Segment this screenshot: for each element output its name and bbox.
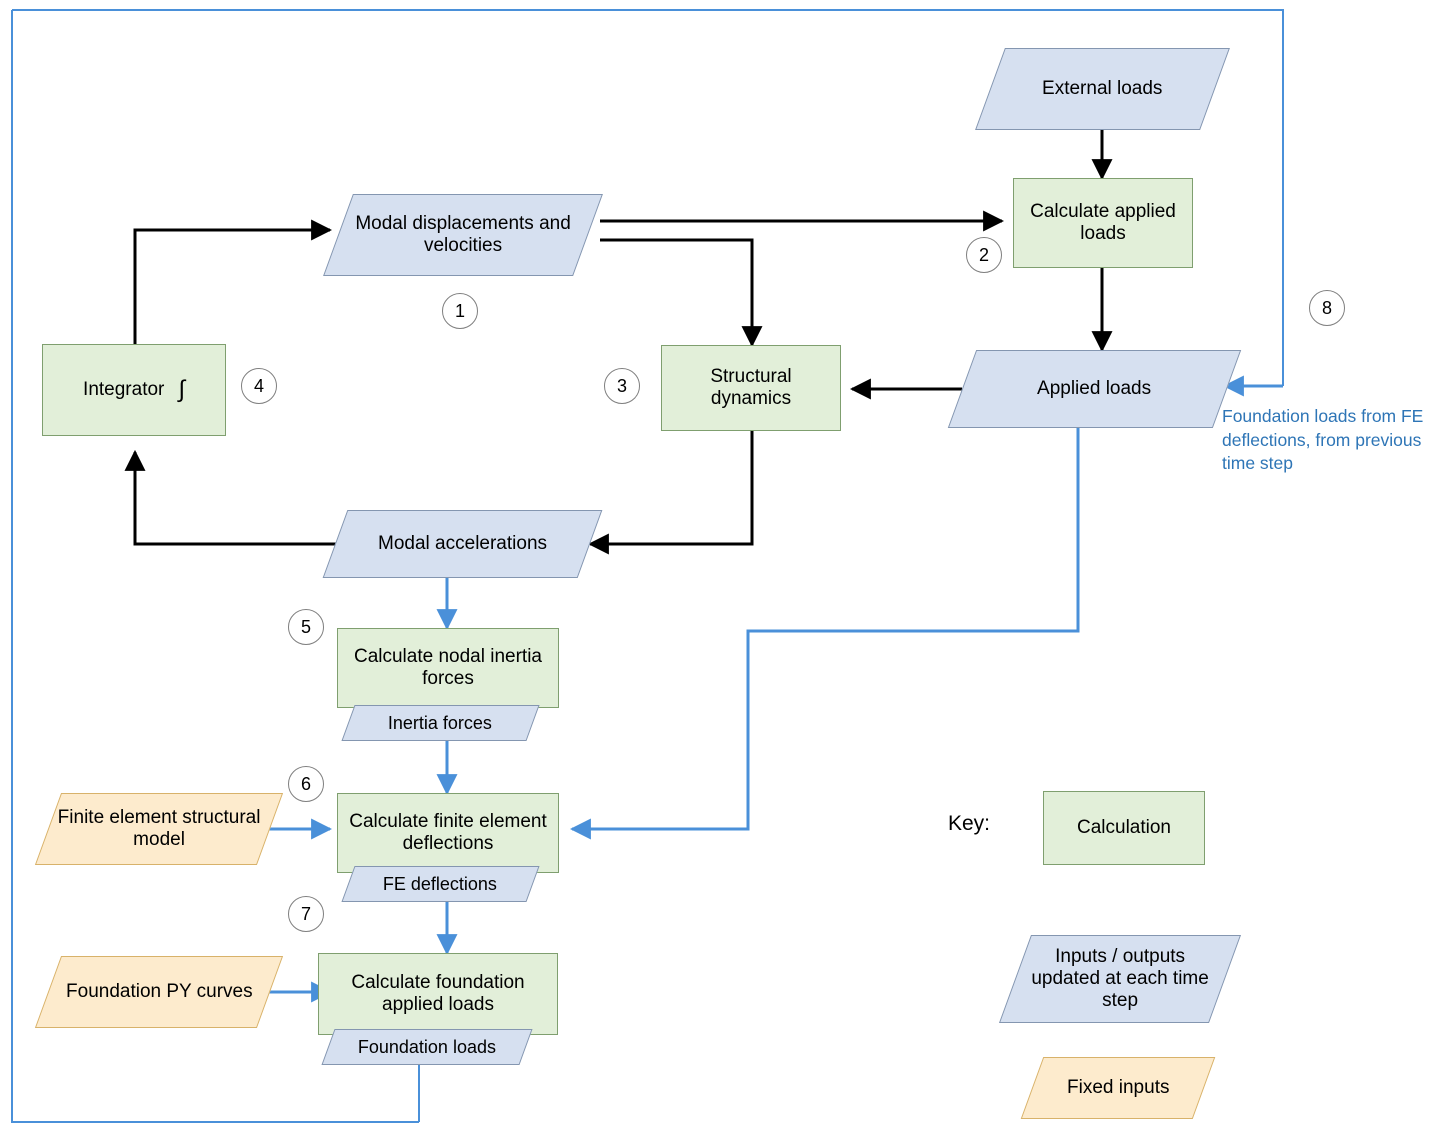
node-calculate-nodal-inertia-forces: Calculate nodal inertia forces — [337, 628, 559, 708]
node-inertia-forces: Inertia forces — [341, 705, 539, 741]
key-fixed-inputs-swatch: Fixed inputs — [1021, 1057, 1216, 1119]
node-fe-deflections: FE deflections — [341, 866, 539, 902]
key-label: Key: — [948, 812, 991, 835]
step-number-6: 6 — [288, 766, 324, 802]
step-number-7: 7 — [288, 896, 324, 932]
node-calculate-fe-deflections: Calculate finite element deflections — [337, 793, 559, 873]
node-structural-dynamics: Structural dynamics — [661, 345, 841, 431]
node-modal-displacements: Modal displacements and velocities — [323, 194, 603, 276]
node-calculate-applied-loads: Calculate applied loads — [1013, 178, 1193, 268]
step-number-2: 2 — [966, 237, 1002, 273]
node-foundation-loads: Foundation loads — [321, 1029, 532, 1065]
step-number-1: 1 — [442, 293, 478, 329]
node-integrator: Integrator ∫ — [42, 344, 226, 436]
node-applied-loads: Applied loads — [948, 350, 1241, 428]
node-external-loads: External loads — [975, 48, 1230, 130]
key-updated-swatch: Inputs / outputs updated at each time step — [999, 935, 1241, 1023]
step-number-4: 4 — [241, 368, 277, 404]
node-modal-accelerations: Modal accelerations — [323, 510, 603, 578]
node-foundation-py-curves: Foundation PY curves — [35, 956, 283, 1028]
step-number-8: 8 — [1309, 290, 1345, 326]
step-number-3: 3 — [604, 368, 640, 404]
integral-icon: ∫ — [178, 376, 185, 404]
feedback-note: Foundation loads from FE deflections, from previous time step — [1222, 406, 1424, 474]
key-calculation-swatch: Calculation — [1043, 791, 1205, 865]
node-finite-element-structural-model: Finite element structural model — [35, 793, 283, 865]
step-number-5: 5 — [288, 609, 324, 645]
node-calculate-foundation-applied-loads: Calculate foundation applied loads — [318, 953, 558, 1035]
